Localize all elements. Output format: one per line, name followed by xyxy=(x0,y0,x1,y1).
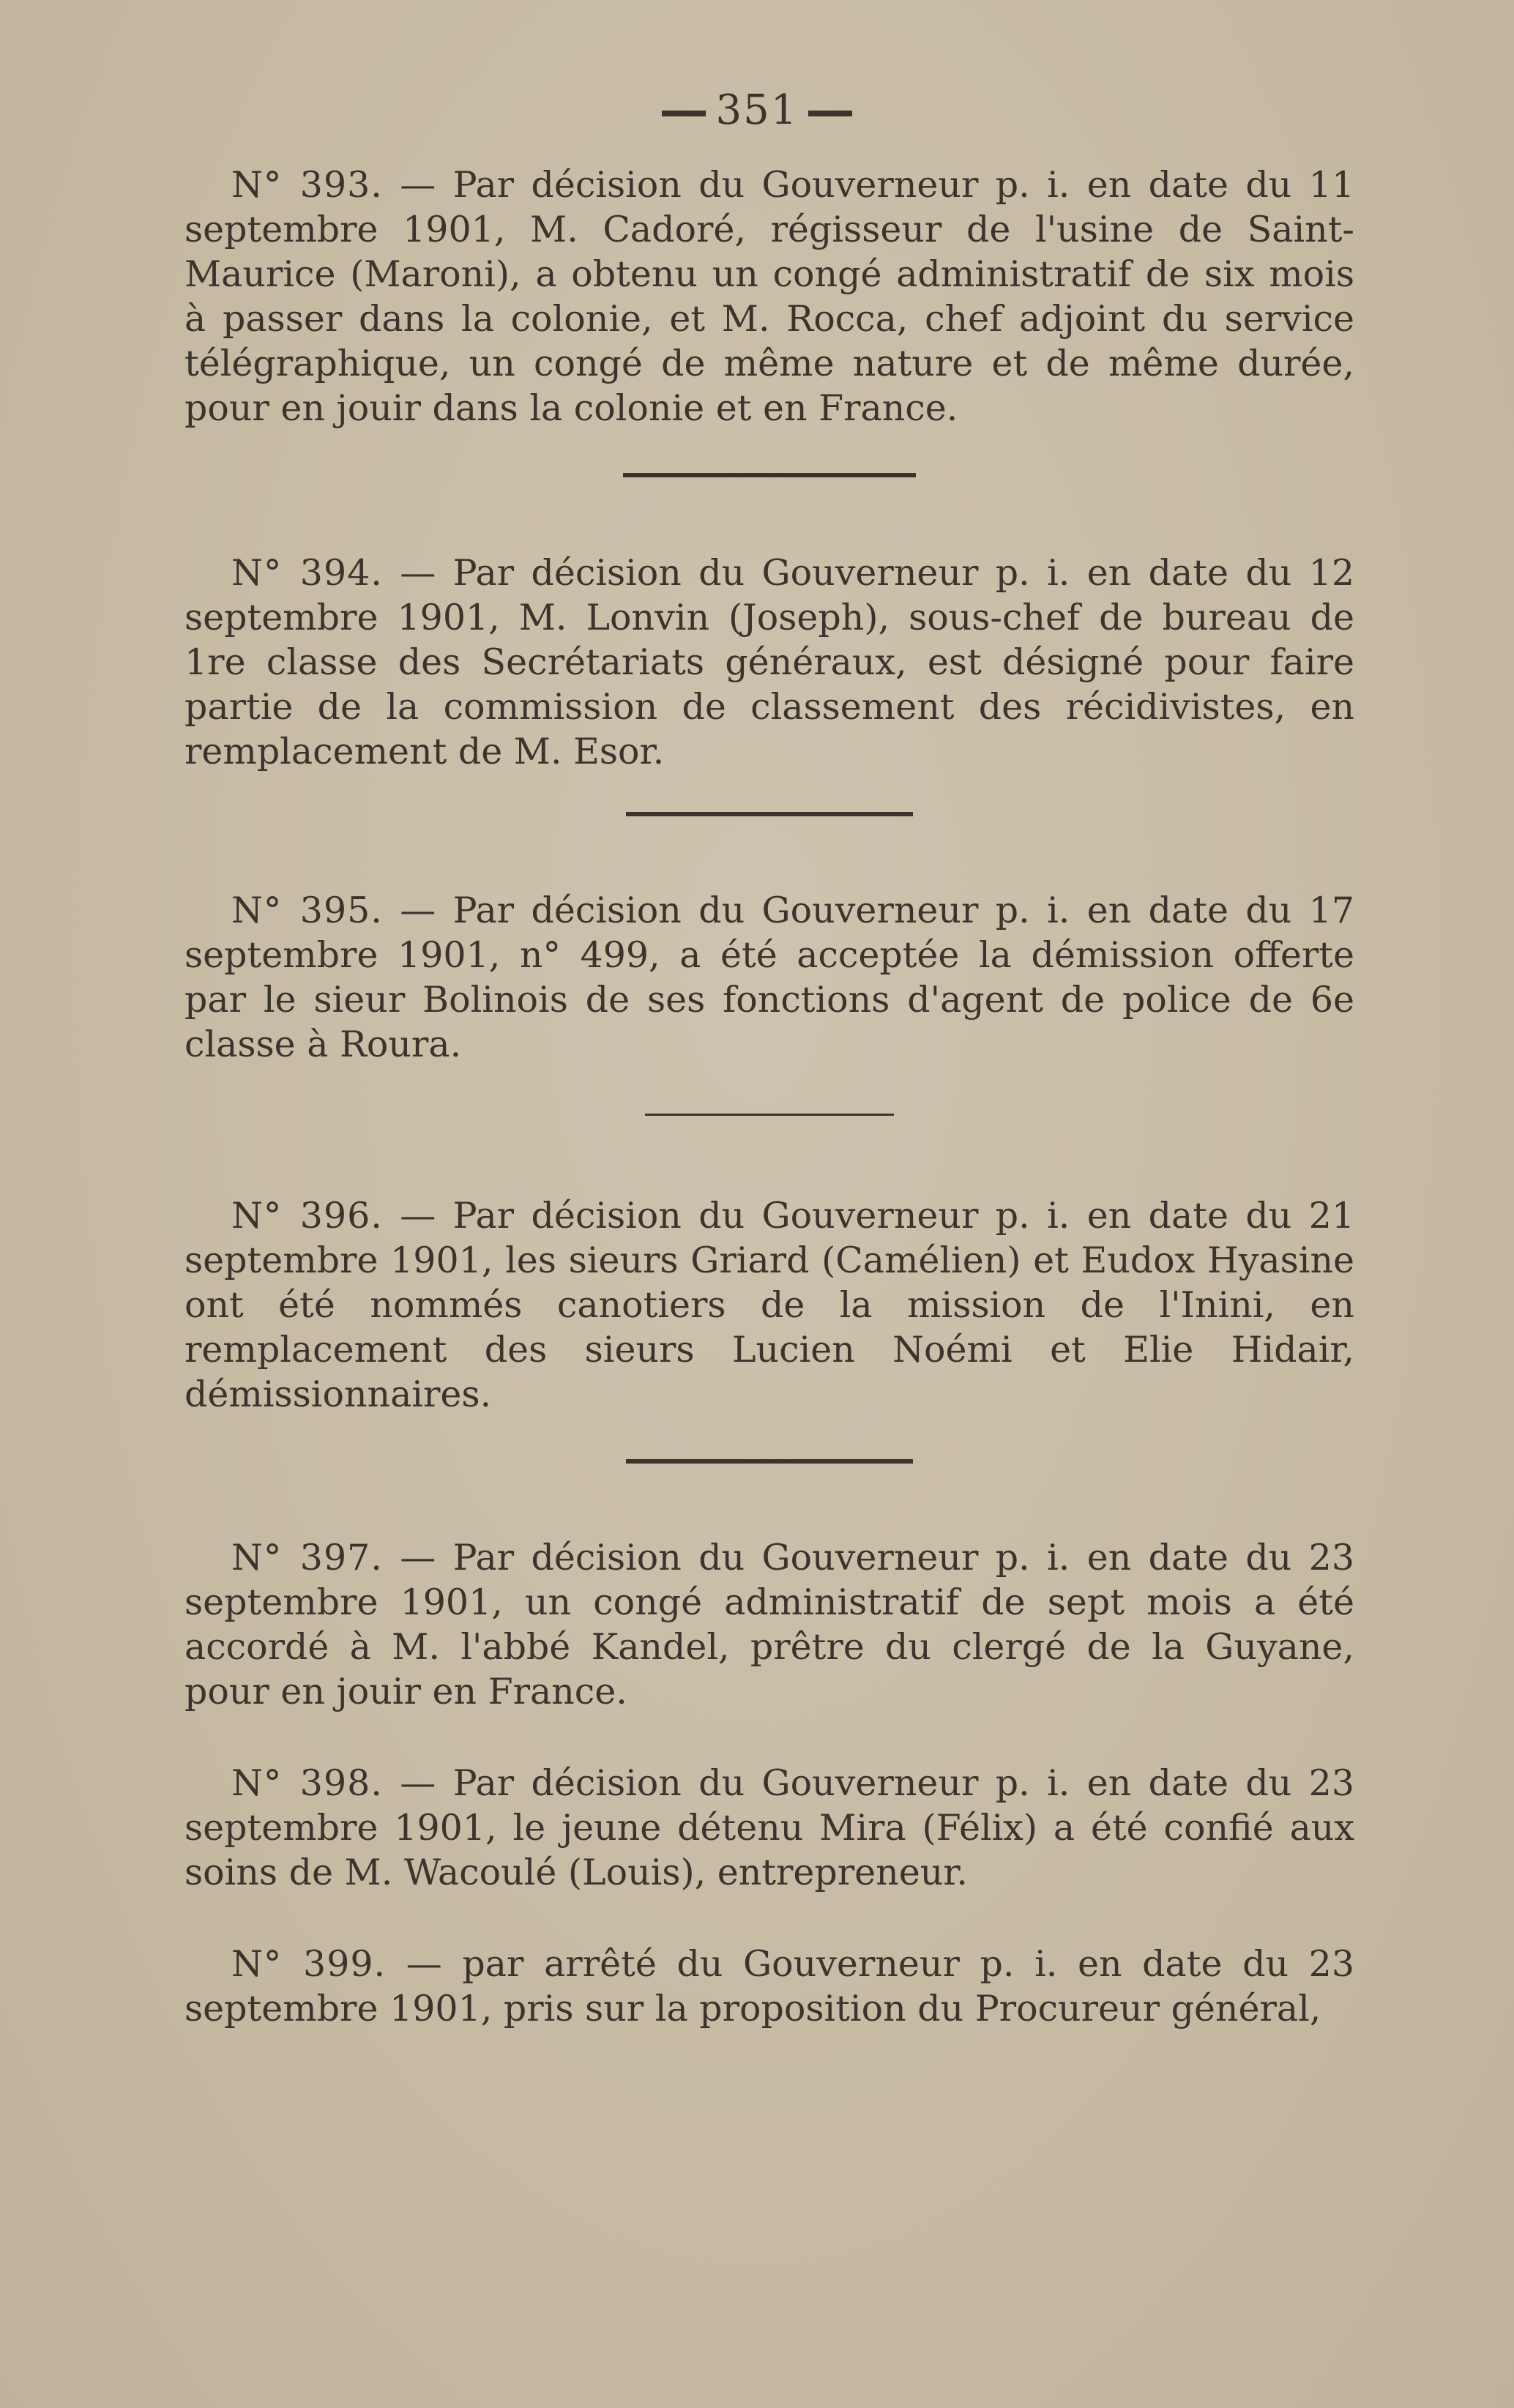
entry-text: — Par décision du Gouverneur p. i. en date du 23 septembre 1901, le jeune détenu Mira (Félix) a été confié aux soins de M. Wacoulé (Louis), entrepreneur. xyxy=(184,1762,1355,1893)
entry-397 xyxy=(184,1535,1354,1714)
entry-text: — Par décision du Gouverneur p. i. en date du 12 septembre 1901, M. Lonvin (Joseph), sous-chef de bureau de 1re classe des Secrétariats généraux, est désigné pour faire partie de la commission de classement des récidivistes, en remplacement de M. Esor. xyxy=(184,552,1355,772)
entry-number: N° 395. xyxy=(231,890,383,931)
header-dash-left xyxy=(662,111,706,116)
paragraph-gap xyxy=(184,1714,1354,1761)
entry-paragraph xyxy=(184,1535,1354,1714)
entry-number: N° 393. xyxy=(231,164,383,206)
body-text xyxy=(184,163,1354,2031)
separator-rule xyxy=(626,812,913,816)
entry-398 xyxy=(184,1761,1354,1895)
entry-396 xyxy=(184,1193,1354,1417)
entry-text: — Par décision du Gouverneur p. i. en date du 17 septembre 1901, n° 499, a été acceptée la démission offerte par le sieur Bolinois de ses fonctions d'agent de police de 6e classe à Roura. xyxy=(184,890,1355,1065)
page-header xyxy=(0,86,1514,134)
separator-rule xyxy=(626,1459,913,1464)
entry-paragraph xyxy=(184,163,1354,430)
page-number: 351 xyxy=(715,86,799,134)
separator-rule xyxy=(645,1114,894,1116)
entry-text: — Par décision du Gouverneur p. i. en date du 23 septembre 1901, un congé administratif de sept mois a été accordé à M. l'abbé Kandel, prêtre du clergé de la Guyane, pour en jouir en France. xyxy=(184,1537,1355,1712)
entry-text: — Par décision du Gouverneur p. i. en date du 11 septembre 1901, M. Cadoré, régisseur de l'usine de Saint-Maurice (Maroni), a obtenu un congé administratif de six mois à passer dans la colonie, et M. Rocca, chef adjoint du service télégraphique, un congé de même nature et de même durée, pour en jouir dans la colonie et en France. xyxy=(184,164,1355,429)
entry-394 xyxy=(184,551,1354,774)
entry-number: N° 398. xyxy=(231,1762,383,1804)
entry-395 xyxy=(184,888,1354,1067)
paragraph-gap xyxy=(184,1895,1354,1942)
separator-rule xyxy=(623,473,916,477)
entry-399 xyxy=(184,1942,1354,2031)
header-dash-right xyxy=(808,111,852,116)
entry-number: N° 397. xyxy=(231,1537,383,1578)
entry-text: — par arrêté du Gouverneur p. i. en date du 23 septembre 1901, pris sur la proposition du Procureur général, xyxy=(184,1943,1354,2029)
entry-paragraph xyxy=(184,1942,1354,2031)
entry-paragraph xyxy=(184,888,1354,1067)
entry-paragraph xyxy=(184,551,1354,774)
entry-paragraph xyxy=(184,1761,1354,1895)
entry-number: N° 394. xyxy=(231,552,383,594)
entry-number: N° 396. xyxy=(231,1195,383,1237)
entry-number: N° 399. xyxy=(231,1943,387,1985)
entry-393 xyxy=(184,163,1354,430)
entry-paragraph xyxy=(184,1193,1354,1417)
entry-text: — Par décision du Gouverneur p. i. en date du 21 septembre 1901, les sieurs Griard (Camélien) et Eudox Hyasine ont été nommés canotiers de la mission de l'Inini, en remplacement des sieurs Lucien Noémi et Elie Hidair, démissionnaires. xyxy=(184,1195,1355,1415)
